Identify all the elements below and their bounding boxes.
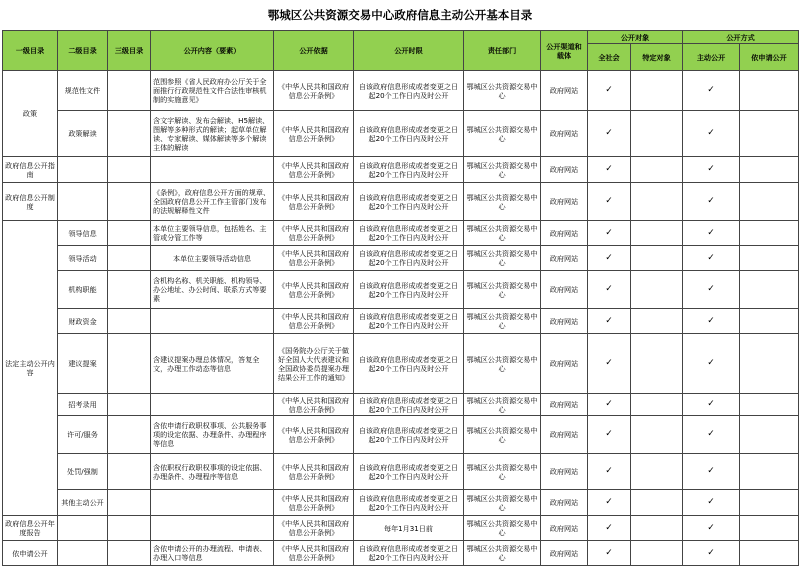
empty-cell [631, 246, 683, 271]
level3-cell [108, 516, 151, 541]
group-cell: 政府信息公开指南 [3, 157, 58, 183]
table-row [3, 221, 799, 246]
table-row [3, 157, 799, 183]
basis-cell: 《中华人民共和国政府信息公开条例》 [274, 490, 354, 516]
deadline-cell: 自该政府信息形成或者变更之日起20个工作日内及时公开 [354, 183, 464, 221]
content-cell [151, 157, 274, 183]
content-cell: 含依申请公开的办理流程、申请表、办理入口等信息 [151, 541, 274, 566]
check-mark: ✓ [683, 490, 740, 516]
level3-cell [108, 454, 151, 490]
empty-cell [631, 71, 683, 111]
deadline-cell: 自该政府信息形成或者变更之日起20个工作日内及时公开 [354, 454, 464, 490]
basis-cell: 《中华人民共和国政府信息公开条例》 [274, 183, 354, 221]
table-row [3, 111, 799, 157]
empty-cell [740, 490, 799, 516]
dept-cell: 鄂城区公共资源交易中心 [464, 183, 541, 221]
check-mark: ✓ [683, 271, 740, 309]
empty-cell [631, 183, 683, 221]
level2-cell: 其他主动公开 [58, 490, 108, 516]
check-mark: ✓ [588, 490, 631, 516]
channel-cell: 政府网站 [541, 490, 588, 516]
deadline-cell: 自该政府信息形成或者变更之日起20个工作日内及时公开 [354, 309, 464, 334]
empty-cell [740, 157, 799, 183]
header-channel: 公开渠道和载体 [541, 31, 588, 71]
check-mark: ✓ [683, 416, 740, 454]
check-mark: ✓ [588, 394, 631, 416]
level2-cell: 领导活动 [58, 246, 108, 271]
table-row [3, 334, 799, 394]
content-cell: 《条例》，政府信息公开方面的规章、全国政府信息公开工作主管部门发布的法规解释性文件 [151, 183, 274, 221]
empty-cell [740, 111, 799, 157]
content-cell: 含建议提案办理总体情况，答复全文，办理工作动态等信息 [151, 334, 274, 394]
check-mark: ✓ [588, 309, 631, 334]
level2-cell: 建议提案 [58, 334, 108, 394]
group-cell: 政府信息公开制度 [3, 183, 58, 221]
check-mark: ✓ [683, 516, 740, 541]
level2-cell [58, 516, 108, 541]
check-mark: ✓ [588, 111, 631, 157]
catalog-table [2, 30, 799, 566]
empty-cell [631, 541, 683, 566]
empty-cell [631, 490, 683, 516]
content-cell [151, 309, 274, 334]
channel-cell: 政府网站 [541, 541, 588, 566]
table-row [3, 416, 799, 454]
deadline-cell: 自该政府信息形成或者变更之日起20个工作日内及时公开 [354, 416, 464, 454]
empty-cell [740, 309, 799, 334]
check-mark: ✓ [588, 271, 631, 309]
check-mark: ✓ [588, 221, 631, 246]
dept-cell: 鄂城区公共资源交易中心 [464, 490, 541, 516]
level2-cell: 机构职能 [58, 271, 108, 309]
deadline-cell: 自该政府信息形成或者变更之日起20个工作日内及时公开 [354, 541, 464, 566]
level3-cell [108, 183, 151, 221]
table-row [3, 246, 799, 271]
dept-cell: 鄂城区公共资源交易中心 [464, 157, 541, 183]
level2-cell: 财政资金 [58, 309, 108, 334]
dept-cell: 鄂城区公共资源交易中心 [464, 271, 541, 309]
basis-cell: 《中华人民共和国政府信息公开条例》 [274, 454, 354, 490]
check-mark: ✓ [683, 309, 740, 334]
level3-cell [108, 271, 151, 309]
check-mark: ✓ [588, 246, 631, 271]
header-content: 公开内容（要素） [151, 31, 274, 71]
channel-cell: 政府网站 [541, 271, 588, 309]
level3-cell [108, 111, 151, 157]
level3-cell [108, 246, 151, 271]
header-level1: 一级目录 [3, 31, 58, 71]
group-cell: 政策 [3, 71, 58, 157]
header-level2: 二级目录 [58, 31, 108, 71]
deadline-cell: 自该政府信息形成或者变更之日起20个工作日内及时公开 [354, 394, 464, 416]
empty-cell [740, 541, 799, 566]
check-mark: ✓ [683, 246, 740, 271]
deadline-cell: 自该政府信息形成或者变更之日起20个工作日内及时公开 [354, 71, 464, 111]
check-mark: ✓ [683, 71, 740, 111]
check-mark: ✓ [588, 541, 631, 566]
table-row [3, 541, 799, 566]
basis-cell: 《中华人民共和国政府信息公开条例》 [274, 309, 354, 334]
check-mark: ✓ [683, 111, 740, 157]
channel-cell: 政府网站 [541, 334, 588, 394]
level2-cell [58, 157, 108, 183]
check-mark: ✓ [683, 541, 740, 566]
level3-cell [108, 541, 151, 566]
level3-cell [108, 221, 151, 246]
deadline-cell: 自该政府信息形成或者变更之日起20个工作日内及时公开 [354, 221, 464, 246]
header-deadline: 公开时限 [354, 31, 464, 71]
check-mark: ✓ [588, 157, 631, 183]
check-mark: ✓ [683, 334, 740, 394]
group-cell: 法定主动公开内容 [3, 221, 58, 516]
level2-cell: 许可/服务 [58, 416, 108, 454]
table-row [3, 309, 799, 334]
deadline-cell: 自该政府信息形成或者变更之日起20个工作日内及时公开 [354, 157, 464, 183]
channel-cell: 政府网站 [541, 183, 588, 221]
empty-cell [631, 334, 683, 394]
header-dept: 责任部门 [464, 31, 541, 71]
level2-cell [58, 541, 108, 566]
deadline-cell: 自该政府信息形成或者变更之日起20个工作日内及时公开 [354, 271, 464, 309]
dept-cell: 鄂城区公共资源交易中心 [464, 309, 541, 334]
level3-cell [108, 309, 151, 334]
table-row [3, 183, 799, 221]
header-obj-specific: 特定对象 [631, 44, 683, 71]
level3-cell [108, 334, 151, 394]
table-row [3, 271, 799, 309]
empty-cell [631, 111, 683, 157]
dept-cell: 鄂城区公共资源交易中心 [464, 394, 541, 416]
empty-cell [740, 416, 799, 454]
empty-cell [740, 516, 799, 541]
table-row [3, 490, 799, 516]
group-cell: 依申请公开 [3, 541, 58, 566]
dept-cell: 鄂城区公共资源交易中心 [464, 221, 541, 246]
level3-cell [108, 71, 151, 111]
level2-cell [58, 183, 108, 221]
dept-cell: 鄂城区公共资源交易中心 [464, 334, 541, 394]
header-object: 公开对象 [588, 31, 683, 44]
channel-cell: 政府网站 [541, 416, 588, 454]
empty-cell [631, 309, 683, 334]
empty-cell [740, 271, 799, 309]
group-cell: 政府信息公开年度报告 [3, 516, 58, 541]
check-mark: ✓ [588, 334, 631, 394]
check-mark: ✓ [683, 454, 740, 490]
content-cell [151, 516, 274, 541]
level3-cell [108, 394, 151, 416]
check-mark: ✓ [588, 416, 631, 454]
empty-cell [740, 183, 799, 221]
empty-cell [631, 271, 683, 309]
deadline-cell: 自该政府信息形成或者变更之日起20个工作日内及时公开 [354, 334, 464, 394]
dept-cell: 鄂城区公共资源交易中心 [464, 246, 541, 271]
dept-cell: 鄂城区公共资源交易中心 [464, 541, 541, 566]
check-mark: ✓ [588, 454, 631, 490]
header-method: 公开方式 [683, 31, 799, 44]
dept-cell: 鄂城区公共资源交易中心 [464, 454, 541, 490]
channel-cell: 政府网站 [541, 246, 588, 271]
table-row [3, 71, 799, 111]
empty-cell [740, 246, 799, 271]
empty-cell [631, 394, 683, 416]
page-title: 鄂城区公共资源交易中心政府信息主动公开基本目录 [267, 8, 533, 22]
check-mark: ✓ [683, 157, 740, 183]
empty-cell [740, 454, 799, 490]
basis-cell: 《国务院办公厅关于做好全国人大代表建议和全国政协委员提案办理结果公开工作的通知》 [274, 334, 354, 394]
empty-cell [740, 221, 799, 246]
basis-cell: 《中华人民共和国政府信息公开条例》 [274, 416, 354, 454]
empty-cell [631, 157, 683, 183]
table-row [3, 454, 799, 490]
basis-cell: 《中华人民共和国政府信息公开条例》 [274, 71, 354, 111]
channel-cell: 政府网站 [541, 454, 588, 490]
level3-cell [108, 490, 151, 516]
deadline-cell: 自该政府信息形成或者变更之日起20个工作日内及时公开 [354, 246, 464, 271]
check-mark: ✓ [683, 394, 740, 416]
basis-cell: 《中华人民共和国政府信息公开条例》 [274, 271, 354, 309]
channel-cell: 政府网站 [541, 221, 588, 246]
header-active: 主动公开 [683, 44, 740, 71]
channel-cell: 政府网站 [541, 71, 588, 111]
check-mark: ✓ [588, 183, 631, 221]
level2-cell: 招考录用 [58, 394, 108, 416]
dept-cell: 鄂城区公共资源交易中心 [464, 71, 541, 111]
header-level3: 三级目录 [108, 31, 151, 71]
level3-cell [108, 157, 151, 183]
content-cell [151, 490, 274, 516]
level2-cell: 领导信息 [58, 221, 108, 246]
channel-cell: 政府网站 [541, 516, 588, 541]
dept-cell: 鄂城区公共资源交易中心 [464, 111, 541, 157]
empty-cell [631, 516, 683, 541]
channel-cell: 政府网站 [541, 157, 588, 183]
empty-cell [740, 334, 799, 394]
empty-cell [631, 416, 683, 454]
check-mark: ✓ [588, 516, 631, 541]
check-mark: ✓ [588, 71, 631, 111]
content-cell: 含依申请行政职权事项、公共服务事项的设定依据、办理条件、办理程序等信息 [151, 416, 274, 454]
deadline-cell: 每年1月31日前 [354, 516, 464, 541]
empty-cell [631, 454, 683, 490]
level3-cell [108, 416, 151, 454]
basis-cell: 《中华人民共和国政府信息公开条例》 [274, 541, 354, 566]
level2-cell: 规范性文件 [58, 71, 108, 111]
check-mark: ✓ [683, 183, 740, 221]
header-apply: 依申请公开 [740, 44, 799, 71]
header-basis: 公开依据 [274, 31, 354, 71]
content-cell: 含机构名称、机关职能、机构领导、办公地址、办公时间、联系方式等要素 [151, 271, 274, 309]
basis-cell: 《中华人民共和国政府信息公开条例》 [274, 157, 354, 183]
dept-cell: 鄂城区公共资源交易中心 [464, 516, 541, 541]
content-cell: 含依职权行政职权事项的设定依据、办理条件、办理程序等信息 [151, 454, 274, 490]
level2-cell: 处罚/强制 [58, 454, 108, 490]
content-cell: 含文字解读、发布会解读、H5解读、图解等多种形式的解读；起草单位解读、专家解读、媒体解读等多个解读主体的解读 [151, 111, 274, 157]
basis-cell: 《中华人民共和国政府信息公开条例》 [274, 246, 354, 271]
deadline-cell: 自该政府信息形成或者变更之日起20个工作日内及时公开 [354, 111, 464, 157]
content-cell: 本单位主要领导活动信息 [151, 246, 274, 271]
basis-cell: 《中华人民共和国政府信息公开条例》 [274, 394, 354, 416]
channel-cell: 政府网站 [541, 111, 588, 157]
channel-cell: 政府网站 [541, 394, 588, 416]
content-cell [151, 394, 274, 416]
empty-cell [740, 394, 799, 416]
deadline-cell: 自该政府信息形成或者变更之日起20个工作日内及时公开 [354, 490, 464, 516]
empty-cell [631, 221, 683, 246]
basis-cell: 《中华人民共和国政府信息公开条例》 [274, 111, 354, 157]
channel-cell: 政府网站 [541, 309, 588, 334]
content-cell: 范围参照《省人民政府办公厅关于全面推行行政规范性文件合法性审核机制的实施意见》 [151, 71, 274, 111]
header-obj-all: 全社会 [588, 44, 631, 71]
table-row [3, 394, 799, 416]
basis-cell: 《中华人民共和国政府信息公开条例》 [274, 221, 354, 246]
dept-cell: 鄂城区公共资源交易中心 [464, 416, 541, 454]
empty-cell [740, 71, 799, 111]
level2-cell: 政策解读 [58, 111, 108, 157]
table-row [3, 516, 799, 541]
basis-cell: 《中华人民共和国政府信息公开条例》 [274, 516, 354, 541]
content-cell: 本单位主要领导信息，包括姓名、主管或分管工作等 [151, 221, 274, 246]
check-mark: ✓ [683, 221, 740, 246]
